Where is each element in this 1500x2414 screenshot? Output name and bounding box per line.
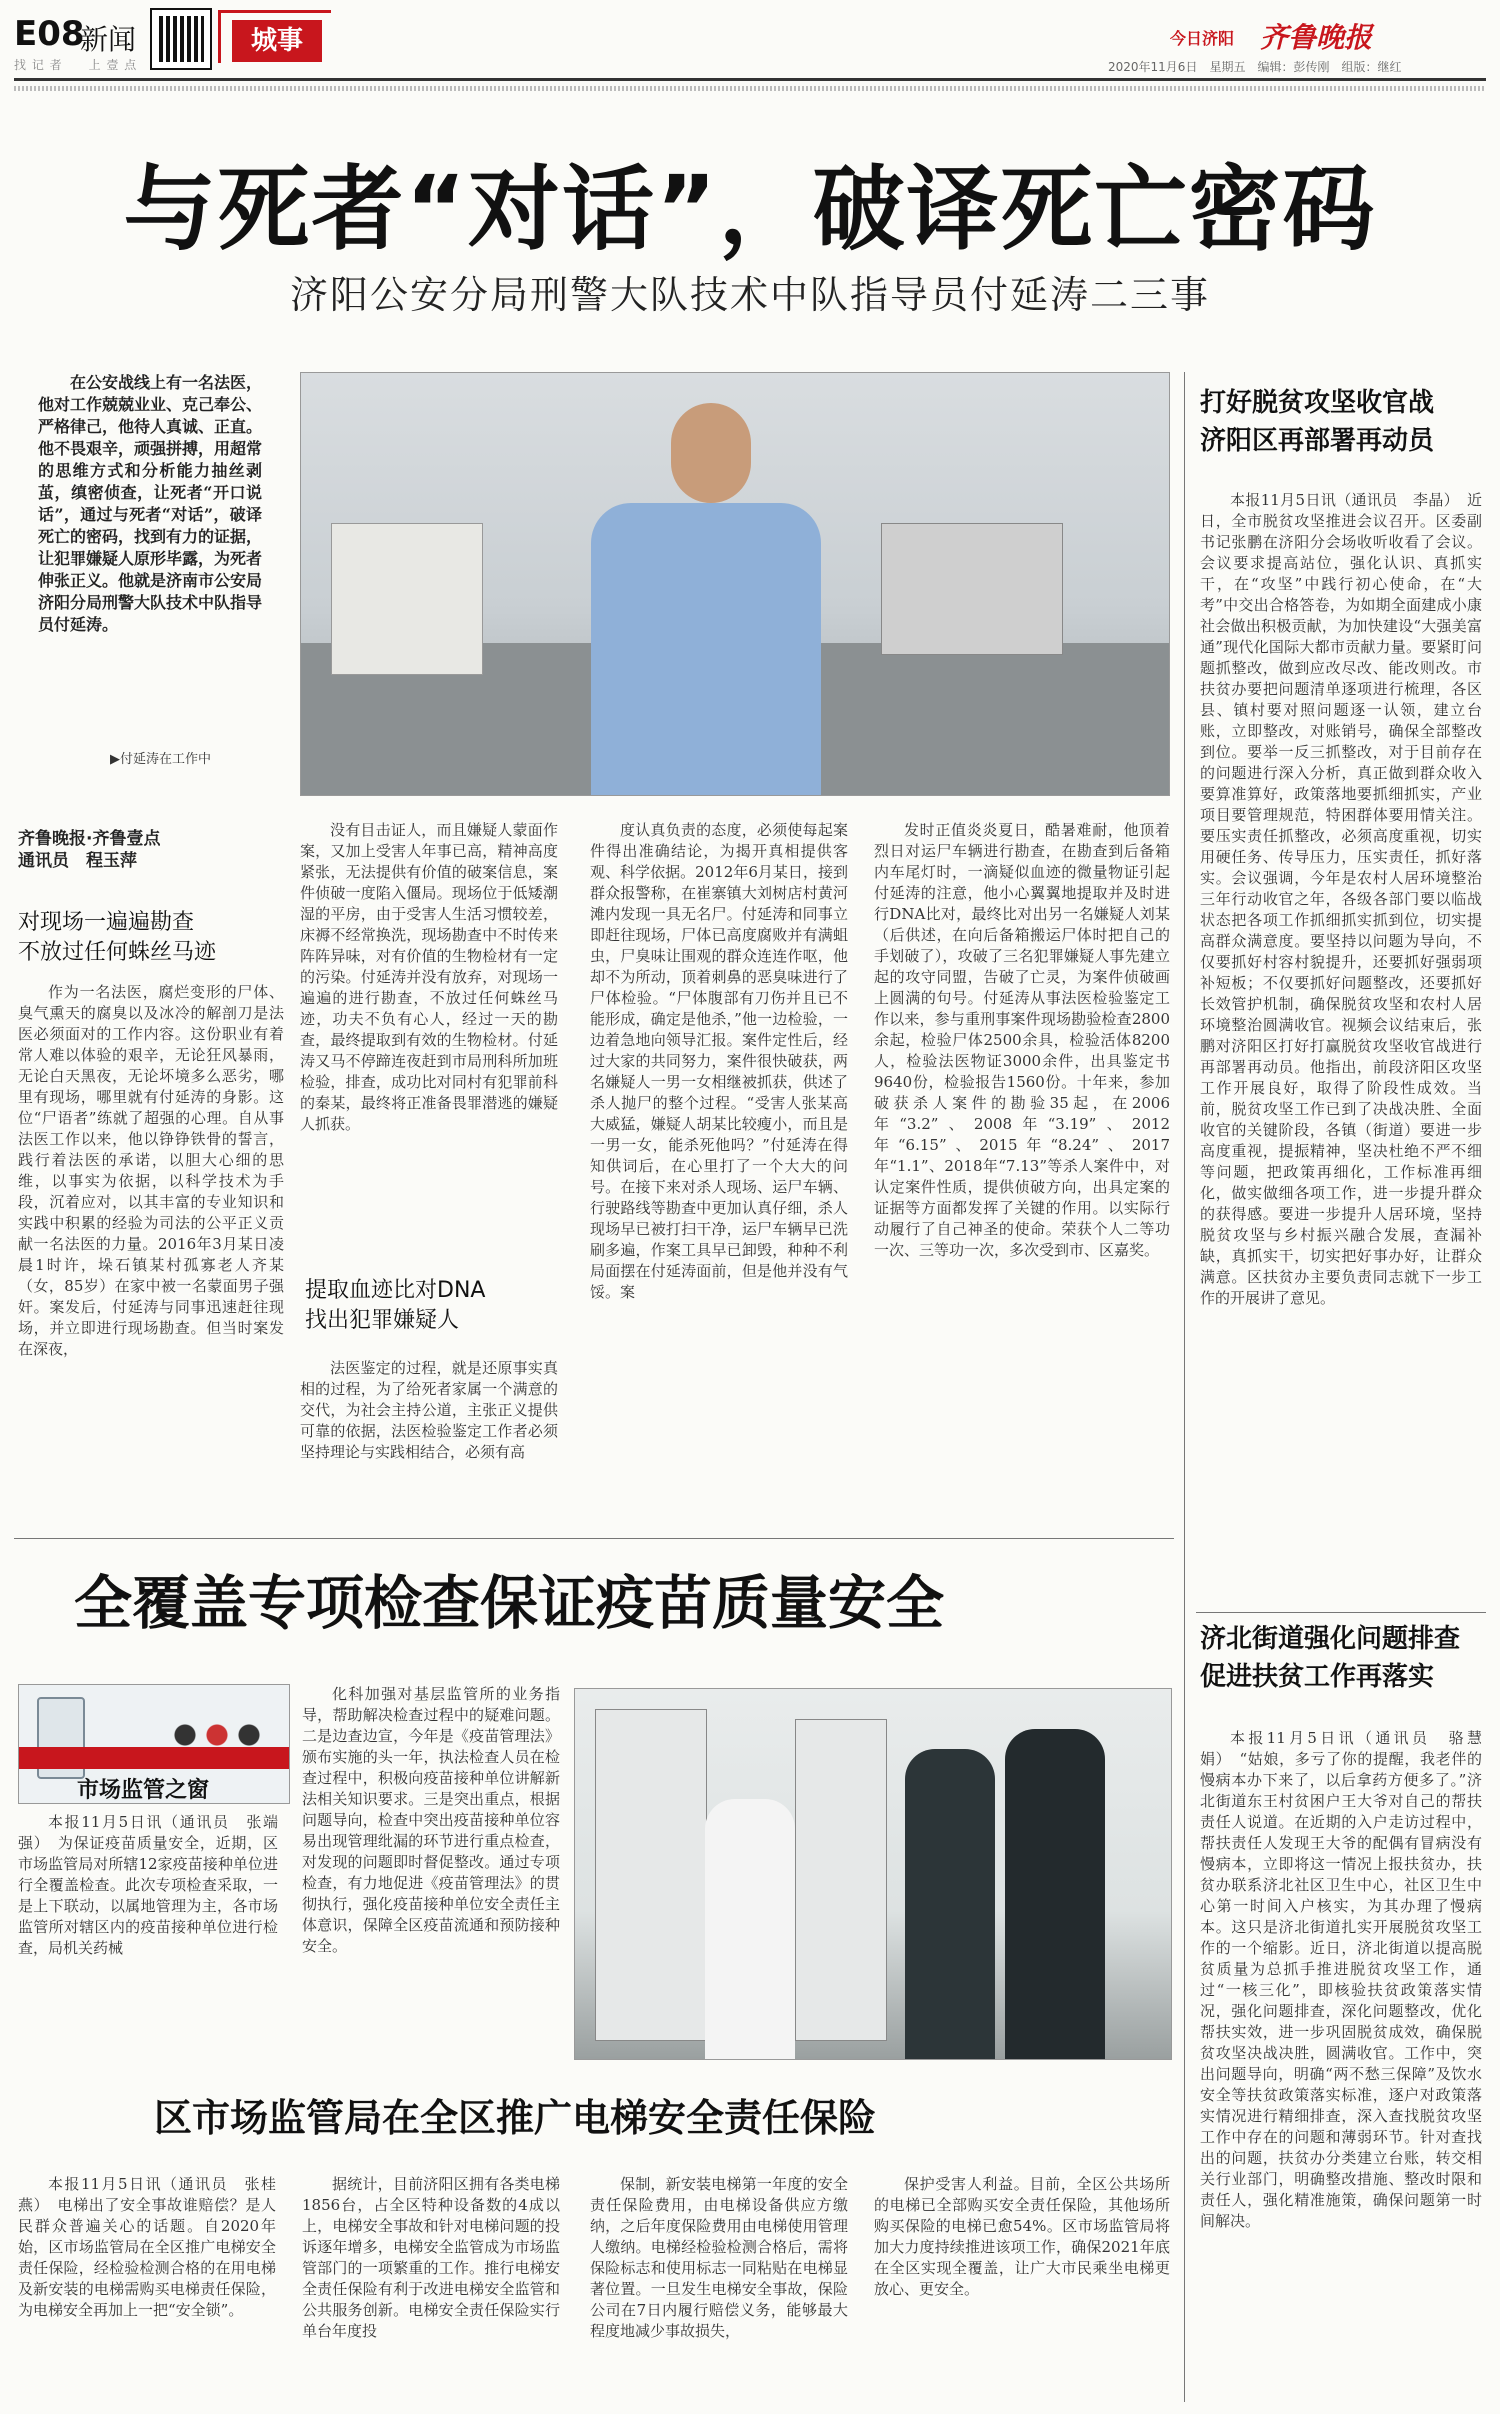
page-code: E08 bbox=[14, 14, 85, 54]
lab-printer bbox=[881, 523, 1063, 655]
elevator-col-2-text: 据统计，目前济阳区拥有各类电梯1856台，占全区特种设备数的4成以上，电梯安全事故和针对电梯问题的投诉逐年增多，电梯安全监管成为市场监管部门的一项繁重的工作。推行电梯安全责任保险有利于改进电梯安全监管和公共服务创新。电梯安全责任保险实行单台年度投 bbox=[302, 2175, 560, 2340]
lead-intro-text: 在公安战线上有一名法医，他对工作兢兢业业、克己奉公、严格律己，他待人真诚、正直。他不畏艰辛，顽强拼搏，用超常的思维方式和分析能力抽丝剥茧，缜密侦查，让死者“开口说话”，通过与死者“对话”，破译死亡的密码，找到有力的证据，让犯罪嫌疑人原形毕露，为死者伸张正义。他就是济南市公安局济阳分局刑警大队技术中队指导员付延涛。 bbox=[38, 373, 262, 634]
lead-headline: 与死者“对话”，破译死亡密码 bbox=[123, 156, 1377, 263]
elevator-col-4-text: 保护受害人利益。目前，全区公共场所的电梯已全部购买安全责任保险，其他场所购买保险的电梯已愈54%。区市场监管局将加大力度持续推进该项工作，确保2021年底在全区实现全覆盖，让广大市民乘坐电梯更放心、更安全。 bbox=[874, 2175, 1170, 2298]
photo-caption: ▶付延涛在工作中 bbox=[110, 752, 211, 767]
elevator-col-3 bbox=[590, 2174, 848, 2400]
right1-body bbox=[1200, 490, 1482, 1592]
inspector-figure-2 bbox=[1005, 1729, 1105, 2059]
column-divider-right bbox=[1184, 372, 1185, 2402]
fridge-right bbox=[795, 1719, 887, 2041]
elevator-col-3-text: 保制，新安装电梯第一年度的安全责任保险费用，由电梯设备供应方缴纳，之后年度保险费用由电梯使用管理人缴纳。电梯经检验检测合格后，需将保险标志和使用标志一同粘贴在电梯显著位置。一旦发生电梯安全事故，保险公司在7日内履行赔偿义务，能够最大程度地减少事故损失， bbox=[590, 2175, 848, 2340]
lead-col-3-text: 度认真负责的态度，必须使每起案件得出准确结论，为揭开真相提供客观、科学依据。2012年6月某日，接到群众报警称，在崔寨镇大刘树店村黄河滩内发现一具无名尸。付延涛和同事立即赶往现场，尸体已高度腐败并有满蛆虫，尸臭味让围观的群众连连作呕，他却不为所动，顶着刺鼻的恶臭味进行了尸体检验。“尸体腹部有刀伤并且已不能形成，确定是他杀，”他一边检验，一边着急地向领导汇报。案件定性后，经过大家的共同努力，案件很快破获，两名嫌疑人一男一女相继被抓获，供述了杀人抛尸的整个过程。“受害人张某高大威猛，嫌疑人胡某比较瘦小，而且是一男一女，能杀死他吗？”付延涛在得知供词后，在心里打了一个大大的问号。在接下来对杀人现场、运尸车辆、行驶路线等勘查中更加认真仔细，杀人现场早已被打扫干净，运尸车辆早已洗刷多遍，作案工具早已卸毁，种种不利局面摆在付延涛面前，但是他并没有气馁。案 bbox=[590, 821, 848, 1301]
lead-col-2 bbox=[300, 820, 558, 1260]
date-line: 2020年11月6日 星期五 编辑：彭传刚 组版：继红 bbox=[1108, 60, 1402, 74]
lab-instrument bbox=[331, 523, 483, 675]
right2-body bbox=[1200, 1728, 1482, 2400]
lead-photo[interactable] bbox=[300, 372, 1170, 796]
lead-col-4 bbox=[874, 820, 1170, 1504]
masthead-sub: 找 记 者 上 壹 点 bbox=[14, 58, 138, 72]
masthead-rule bbox=[14, 78, 1486, 81]
elevator-headline: 区市场监管局在全区推广电梯安全责任保险 bbox=[154, 2096, 877, 2140]
elevator-col-1 bbox=[18, 2174, 276, 2400]
vaccine-col-2-text: 化科加强对基层监管所的业务指导，帮助解决检查过程中的疑难问题。二是边查边宣，今年是《疫苗管理法》颁布实施的头一年，执法检查人员在检查过程中，积极向疫苗接种单位讲解新法相关知识要求。三是突出重点，根据问题导向，检查中突出疫苗接种单位容易出现管理纰漏的环节进行重点检查，对发现的问题即时督促整改。通过专项检查，有力地促进《疫苗管理法》的贯彻执行，强化疫苗接种单位安全责任主体意识，保障全区疫苗流通和预防接种安全。 bbox=[302, 1685, 560, 1955]
lead-col-1 bbox=[18, 982, 284, 1502]
vaccine-photo[interactable] bbox=[574, 1688, 1172, 2060]
fridge-left bbox=[595, 1709, 707, 2041]
lead-col-2-text: 没有目击证人，而且嫌疑人蒙面作案，又加上受害人年事已高，精神高度紧张，无法提供有价值的破案信息，案件侦破一度陷入僵局。现场位于低矮潮湿的平房，由于受害人生活习惯较差，床褥不经常换洗，现场勘查中不时传来阵阵异味，对有价值的生物检材有一定的污染。付延涛并没有放弃，对现场一遍遍的进行勘查，不放过任何蛛丝马迹，功夫不负有心人，经过一天的勘查，最终提取到有效的生物检材。付延涛又马不停蹄连夜赶到市局刑科所加班检验，排查，成功比对同村有犯罪前科的秦某，最终将正准备畏罪潜逃的嫌疑人抓获。 bbox=[300, 821, 558, 1133]
elevator-col-4 bbox=[874, 2174, 1170, 2400]
byline-1: 齐鲁晚报·齐鲁壹点 bbox=[18, 829, 161, 849]
vaccine-top-rule bbox=[14, 1538, 1174, 1539]
right2-headline: 济北街道强化问题排查 促进扶贫工作再落实 bbox=[1200, 1624, 1461, 1692]
nurse-figure bbox=[705, 1799, 795, 2059]
lead-col-2b-text: 法医鉴定的过程，就是还原事实真相的过程，为了给死者家属一个满意的交代，为社会主持公道，主张正义提供可靠的依据，法医检验鉴定工作者必须坚持理论与实践相结合，必须有高 bbox=[300, 1359, 558, 1461]
market-logo bbox=[18, 1684, 290, 1804]
lead-col-1-text: 作为一名法医，腐烂变形的尸体、臭气熏天的腐臭以及冰冷的解剖刀是法医必须面对的工作内容。这份职业有着常人难以体验的艰辛，无论狂风暴雨，无论白天黑夜，无论坏境多么恶劣，哪里有现场，哪里就有付延涛的身影。这位“尸语者”练就了超强的心理。自从事法医工作以来，他以铮铮铁骨的誓言，践行着法医的承诺，以胆大心细的思维，以事实为依据，以科学技术为手段，沉着应对，以其丰富的专业知识和实践中积累的经验为司法的公平正义贡献一名法医的力量。2016年3月某日凌晨1时许，垛石镇某村孤寡老人齐某（女，85岁）在家中被一名蒙面男子强奸。案发后，付延涛与同事迅速赶往现场，并立即进行现场勘查。但当时案发在深夜， bbox=[18, 983, 284, 1358]
elevator-col-1-text: 本报11月5日讯（通讯员 张桂燕） 电梯出了安全事故谁赔偿？是人民群众普遍关心的话题。自2020年始，区市场监管局在全区推广电梯安全责任保险，经检验检测合格的在用电梯及新安装的电梯需购买电梯责任保险，为电梯安全再加上一把“安全锁”。 bbox=[18, 2175, 276, 2319]
column-tag: 城事 bbox=[232, 20, 322, 62]
qr-code-icon[interactable] bbox=[150, 8, 212, 70]
officer-head bbox=[671, 403, 751, 503]
elevator-col-2 bbox=[302, 2174, 560, 2400]
lead-col-3 bbox=[590, 820, 848, 1504]
vaccine-col-1 bbox=[18, 1812, 278, 2070]
lead-col-2b bbox=[300, 1358, 558, 1504]
right2-top-rule bbox=[1196, 1612, 1486, 1613]
brand-name: 今日济阳 bbox=[1170, 29, 1235, 48]
section-name: 新闻 bbox=[80, 23, 137, 56]
vaccine-col-2 bbox=[302, 1684, 560, 2070]
lead-intro bbox=[38, 372, 262, 672]
officer-body bbox=[591, 503, 821, 795]
vaccine-col-1-text: 本报11月5日讯（通讯员 张端强） 为保证疫苗质量安全，近期，区市场监管局对所辖12家疫苗接种单位进行全覆盖检查。此次专项检查采取，一是上下联动，以属地管理为主，各市场监管所对辖区内的疫苗接种单位进行检查，局机关药械 bbox=[18, 1813, 278, 1957]
byline-2: 通讯员 程玉萍 bbox=[18, 851, 137, 871]
right2-body-text: 本报11月5日讯（通讯员 骆慧娟） “姑娘，多亏了你的提醒，我老伴的慢病本办下来了，以后拿药方便多了。”济北街道东王村贫困户王大爷对自己的帮扶责任人说道。在近期的入户走访过程中，帮扶责任人发现王大爷的配偶有冒病没有慢病本，立即将这一情况上报扶贫办，扶贫办联系济北社区卫生中心，社区卫生中心第一时间入户核实，为其办理了慢病本。这只是济北街道扎实开展脱贫攻坚工作的一个缩影。近日，济北街道以提高脱贫质量为总抓手推进脱贫攻坚工作，通过“一核三化”，即核验扶贫政策落实情况，强化问题排查，深化问题整改，优化帮扶实效，进一步巩固脱贫成效，确保脱贫攻坚决战决胜，圆满收官。工作中，突出问题导向，明确“两不愁三保障”及饮水安全等扶贫政策落实标准，逐户对政策落实情况进行精细排查，深入查找脱贫攻坚工作中存在的问题和薄弱环节。针对查找出的问题，扶贫办分类建立台账，转交相关行业部门，明确整改措施、整改时限和责任人，强化精准施策，确保问题第一时间解决。 bbox=[1200, 1729, 1482, 2230]
right1-body-text: 本报11月5日讯（通讯员 李晶） 近日，全市脱贫攻坚推进会议召开。区委副书记张鹏在济阳分会场收听收看了会议。会议要求提高站位，强化认识、真抓实干，在“攻坚”中践行初心使命，在“大考”中交出合格答卷，为如期全面建成小康社会做出积极贡献，为加快建设“大强美富通”现代化国际大都市贡献力量。要紧盯问题抓整改，做到应改尽改、能改则改。市扶贫办要把问题清单逐项进行梳理，各区县、镇村要对照问题逐一认领，建立台账，立即整改，对账销号，确保全部整改到位。要举一反三抓整改，对于目前存在的问题进行深入分析，真正做到群众收入要算准算好，政策落地要抓细抓实，产业项目要管理规范，特困群体要用情关注。要压实责任抓整改，必须高度重视，切实用硬任务、传导压力，压实责任，抓好落实。会议强调，今年是农村人居环境整治三年行动收官之年，各级各部门要以临战状态把各项工作抓细抓实抓到位，切实提高群众满意度。要坚持以问题为导向，不仅要抓好村容村貌提升，还要抓好强弱项补短板；不仅要抓好问题整改，还要抓好长效管护机制，确保脱贫攻坚和农村人居环境整治圆满收官。视频会议结束后，张鹏对济阳区打好打赢脱贫攻坚收官战进行再部署再动员。他指出，前段济阳区攻坚工作开展良好，取得了阶段性成效。当前，脱贫攻坚工作已到了决战决胜、全面收官的关键阶段，各镇（街道）要进一步高度重视，提振精神，坚决杜绝不严不细等问题，把政策再细化，工作标准再细化，做实做细各项工作，进一步提升群众的获得感。要进一步提升人居环境，坚持脱贫攻坚与乡村振兴融合发展，查漏补缺，真抓实干，切实把好事办好，让群众满意。区扶贫办主要负责同志就下一步工作的开展讲了意见。 bbox=[1200, 491, 1482, 1307]
logo-text: 市场监管之窗 bbox=[77, 1778, 210, 1803]
masthead-dot-rule bbox=[14, 86, 1486, 91]
inspector-figure bbox=[905, 1749, 995, 2059]
logo-ribbon bbox=[19, 1747, 289, 1769]
subhead-2: 提取血迹比对DNA 找出犯罪嫌疑人 bbox=[305, 1278, 486, 1333]
lead-col-4-text: 发时正值炎炎夏日，酷暑难耐，他顶着烈日对运尸车辆进行勘查，在勘查到后备箱内车尾灯时，一滴疑似血迹的微量物证引起付延涛的注意，他小心翼翼地提取并及时进行DNA比对，最终比对出另一名嫌疑人刘某（后供述，在向后备箱搬运尸体时把自己的手划破了），攻破了三名犯罪嫌疑人事先建立起的攻守同盟，告破了亡灵，为案件侦破画上圆满的句号。付延涛从事法医检验鉴定工作以来，参与重刑事案件现场勘验检查2800余起，检验尸体2500余具，检验活体8200人，检验法医物证3000余件，出具鉴定书9640份，检验报告1560份。十年来，参加破获杀人案件的勘验35起，在2006年“3.2”、2008年“3.19”、2012年“6.15”、2015年“8.24”、2017年“1.1”、2018年“7.13”等杀人案件中，对认定案件性质，提供侦破方向，出具定案的证据等方面都发挥了关键的作用。以实际行动履行了自己神圣的使命。荣获个人二等功一次、三等功一次，多次受到市、区嘉奖。 bbox=[874, 821, 1170, 1259]
right1-headline: 打好脱贫攻坚收官战 济阳区再部署再动员 bbox=[1200, 388, 1435, 456]
lead-subtitle: 济阳公安分局刑警大队技术中队指导员付延涛二三事 bbox=[289, 273, 1210, 317]
brand-logo: 齐鲁晚报 bbox=[1260, 21, 1373, 54]
subhead-1: 对现场一遍遍勘查 不放过任何蛛丝马迹 bbox=[18, 910, 217, 965]
vaccine-headline: 全覆盖专项检查保证疫苗质量安全 bbox=[74, 1569, 945, 1637]
